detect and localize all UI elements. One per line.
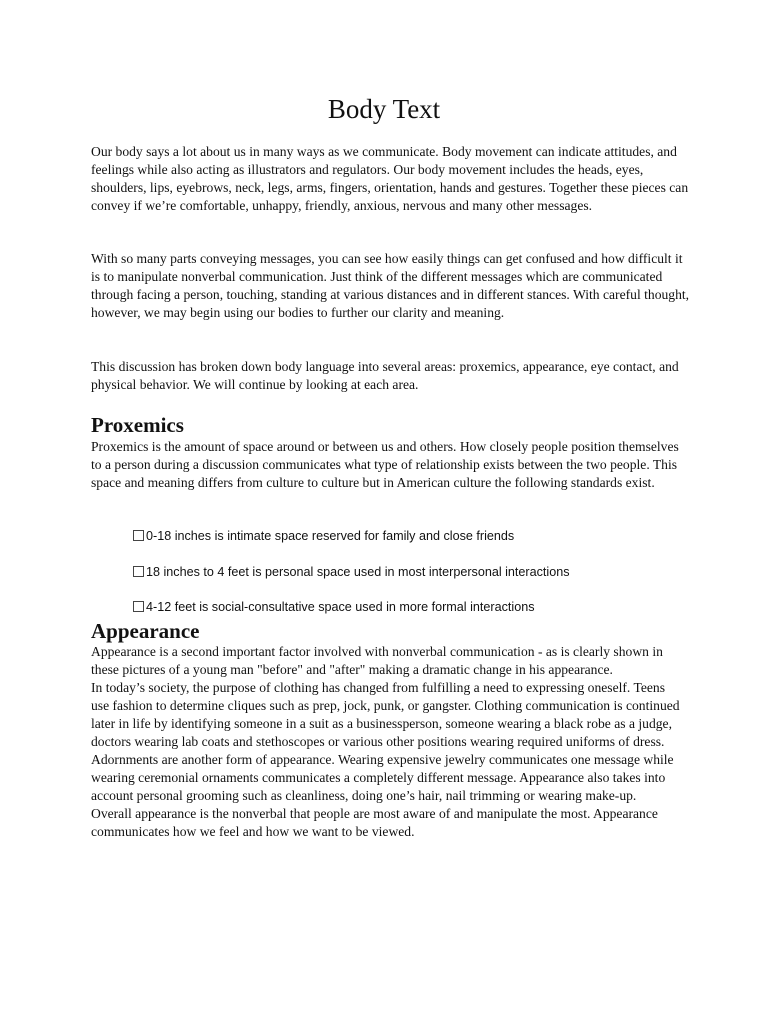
proxemics-bullet xyxy=(133,528,514,544)
appearance-heading: Appearance xyxy=(91,619,200,643)
checkbox-glyph-icon xyxy=(133,530,144,541)
proxemics-bullet xyxy=(133,599,535,615)
intro-paragraph-2: With so many parts conveying messages, you can see how easily things can get confused and how difficult it is to manipulate nonverbal communication. Just think of the different messages which are communicated through facing a person, touching, standing at various distances and in different stances. With careful thought, however, we may begin using our bodies to further our clarity and meaning. xyxy=(91,251,690,320)
proxemics-bullet xyxy=(133,564,570,580)
document-title: Body Text xyxy=(327,94,441,124)
bullet-text: 4-12 feet is social-consultative space used in more formal interactions xyxy=(146,600,535,614)
bullet-text: 0-18 inches is intimate space reserved for family and close friends xyxy=(146,529,515,543)
appearance-paragraph-1: Appearance is a second important factor involved with nonverbal communication - as is clearly shown in these pictures of a young man "before" and "after" making a dramatic change in his appearance. xyxy=(91,644,663,677)
appearance-paragraph-2: In today’s society, the purpose of clothing has changed from fulfilling a need to expressing oneself. Teens use fashion to determine cliques such as prep, jock, punk, or gangster. Clothing communication is continued later in life by identifying someone in a suit as a businessperson, someone wearing a black robe as a judge, doctors wearing lab coats and stethoscopes or various other positions wearing required uniforms of dress. Adornments are another form of appearance. Wearing expensive jewelry communicates one message while wearing ceremonial ornaments communicates a completely different message. Appearance also takes into account personal grooming such as cleanliness, doing one’s hair, nail trimming or wearing make-up. xyxy=(91,680,680,803)
appearance-body xyxy=(91,643,681,841)
proxemics-heading: Proxemics xyxy=(91,413,184,437)
checkbox-glyph-icon xyxy=(133,566,144,577)
intro-paragraph-3: This discussion has broken down body language into several areas: proxemics, appearance, eye contact, and physical behavior. We will continue by looking at each area. xyxy=(91,359,679,392)
intro-paragraph-1: Our body says a lot about us in many ways as we communicate. Body movement can indicate attitudes, and feelings while also acting as illustrators and regulators. Our body movement includes the heads, eyes, shoulders, lips, eyebrows, neck, legs, arms, fingers, orientation, hands and gestures. Together these pieces can convey if we’re comfortable, unhappy, friendly, anxious, nervous and many other messages. xyxy=(91,144,689,213)
checkbox-glyph-icon xyxy=(133,601,144,612)
bullet-text: 18 inches to 4 feet is personal space used in most interpersonal interactions xyxy=(146,565,570,579)
appearance-paragraph-3: Overall appearance is the nonverbal that people are most aware of and manipulate the most. Appearance communicates how we feel and how we want to be viewed. xyxy=(91,806,658,839)
proxemics-paragraph: Proxemics is the amount of space around or between us and others. How closely people position themselves to a person during a discussion communicates what type of relationship exists between the two people. This space and meaning differs from culture to culture but in American culture the following standards exist. xyxy=(91,439,679,490)
